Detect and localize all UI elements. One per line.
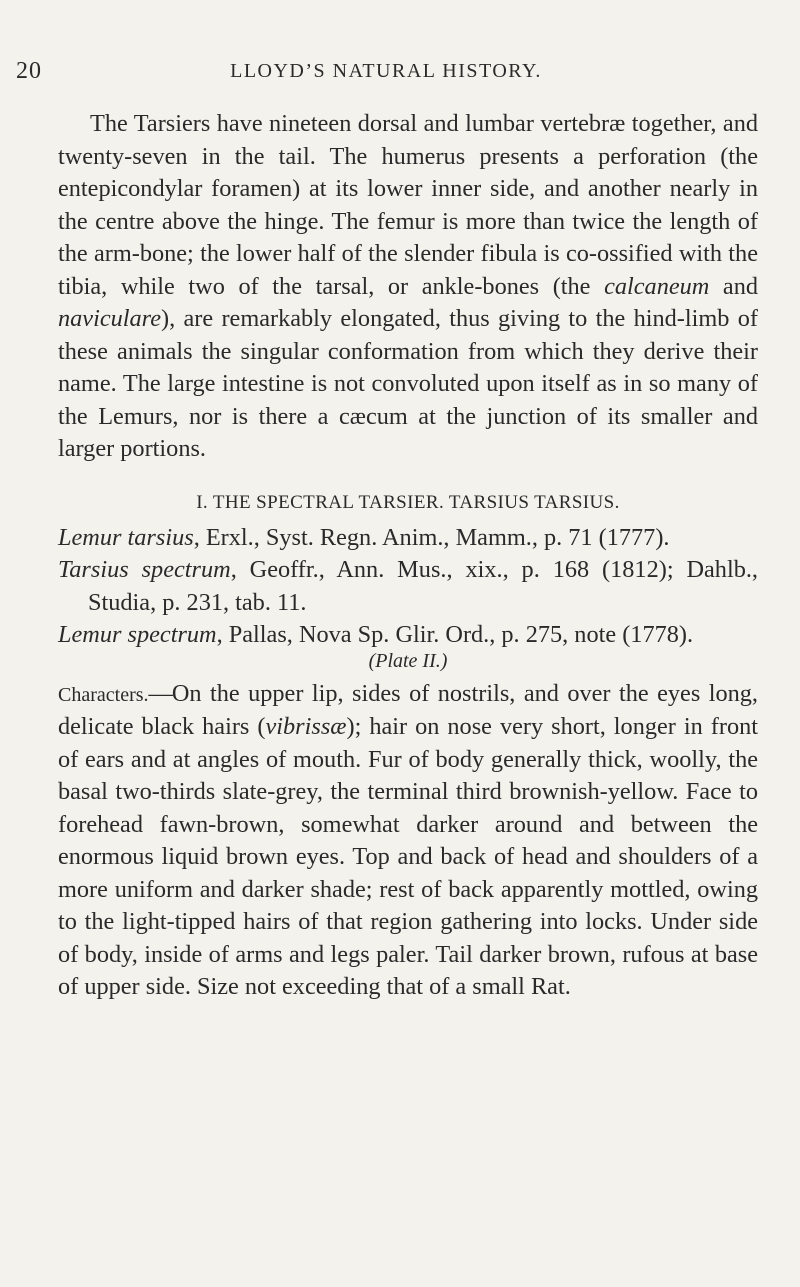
synonym-name: Lemur spectrum [58,621,217,648]
section-heading: I. THE SPECTRAL TARSIER. TARSIUS TARSIUS. [196,491,620,513]
running-head: LLOYD’S NATURAL HISTORY. [230,60,542,82]
intro-text-and: and [709,272,759,300]
page-number: 20 [16,58,42,84]
synonym-reference: , Pallas, Nova Sp. Glir. Ord., p. 275, note (1778). [216,621,694,648]
page-header [16,58,756,88]
intro-text-1: The Tarsiers have nineteen dorsal and lumbar vertebræ together, and twenty-seven in the tail. The humerus presents a perforation (the entepicondylar foramen) at its lower inner side, and another nearly in the centre above the hinge. The femur is more than twice the length of the arm-bone; the lower half of the slender fibula is co-ossified with the tibia, while two of the tarsal, or ankle-bones (the [58,110,758,300]
characters-dash: — [148,679,172,707]
term-vibrissae: vibrissæ [265,713,347,740]
characters-paragraph [58,678,758,1004]
synonym-name: Tarsius spectrum [58,556,231,583]
characters-text-2: ); hair on nose very short, longer in front of ears and at angles of mouth. Fur of body generally thick, woolly, the basal two-thirds slate-grey, the terminal third brownish-yellow. Face to forehead fawn-brown, somewhat darker around and between the enormous liquid brown eyes. Top and back of head and shoulders of a more uniform and darker shade; rest of back apparently mottled, owing to the light-tipped hairs of that region gathering into locks. Under side of body, inside of arms and legs paler. Tail darker brown, rufous at base of upper side. Size not exceeding that of a small Rat. [58,713,758,1000]
intro-text-2: ), are remarkably elongated, thus giving to the hind-limb of these animals the singular conformation from which they derive their name. The large intestine is not convoluted upon itself as in so many of the Lemurs, nor is there a cæcum at the junction of its smaller and larger portions. [58,305,758,462]
page-body [58,108,758,1004]
synonym-name: Lemur tarsius [58,523,194,551]
synonym-entry [58,619,758,652]
synonym-entry [58,554,758,619]
plate-reference: (Plate II.) [368,649,448,672]
intro-paragraph [58,108,758,466]
term-calcaneum: calcaneum [604,272,710,300]
synonym-reference: , Erxl., Syst. Regn. Anim., Mamm., p. 71 (1777). [193,523,670,551]
synonym-entry [58,522,758,555]
characters-label: Characters. [58,683,149,706]
characters-text-1: On the upper lip, sides of nostrils, and over the eyes long, delicate black hairs ( [58,679,758,740]
synonym-reference: , Geoffr., Ann. Mus., xix., p. 168 (1812); Dahlb., Studia, p. 231, tab. 11. [88,556,759,616]
term-naviculare: naviculare [58,305,162,332]
